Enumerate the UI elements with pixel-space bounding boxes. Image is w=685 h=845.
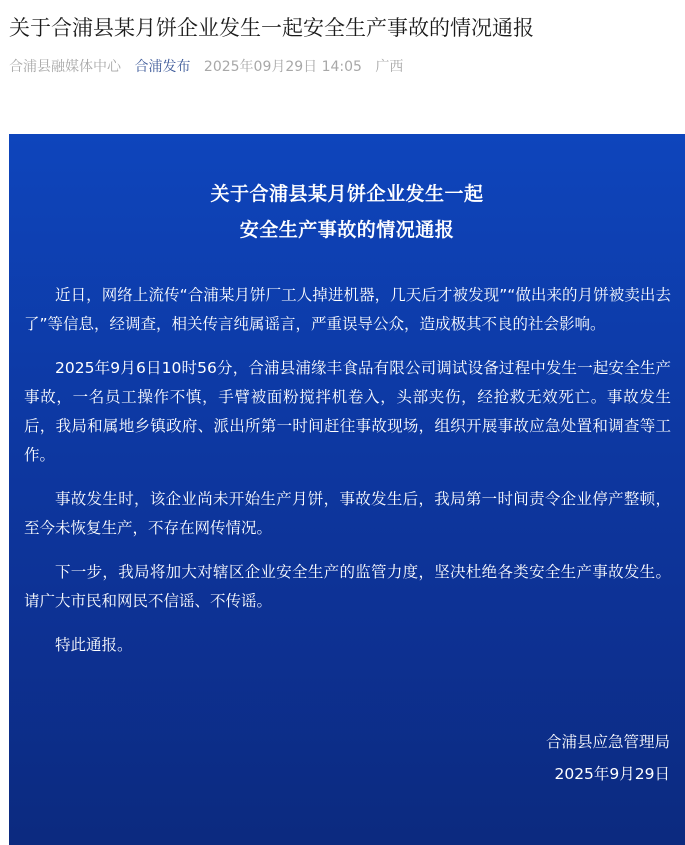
notice-paragraph: 下一步，我局将加大对辖区企业安全生产的监管力度，坚决杜绝各类安全生产事故发生。请广大市民和网民不信谣、不传谣。 — [24, 563, 671, 610]
notice-signature — [546, 726, 670, 790]
publish-datetime: 2025年09月29日 14:05 — [203, 59, 362, 75]
account-link[interactable]: 合浦发布 — [134, 59, 191, 75]
notice-title — [9, 176, 685, 248]
notice-image-panel — [9, 134, 685, 845]
signature-organization: 合浦县应急管理局 — [545, 733, 670, 751]
notice-title-line-1: 关于合浦县某月饼企业发生一起 — [210, 183, 484, 205]
article-title: 关于合浦县某月饼企业发生一起安全生产事故的情况通报 — [9, 16, 534, 40]
notice-paragraph: 事故发生时，该企业尚未开始生产月饼，事故发生后，我局第一时间责令企业停产整顿，至今未恢复生产，不存在网传情况。 — [24, 490, 671, 537]
region: 广西 — [375, 59, 404, 75]
notice-body — [24, 281, 671, 675]
notice-paragraph: 特此通报。 — [55, 636, 133, 654]
notice-paragraph: 2025年9月6日10时56分，合浦县浦缘丰食品有限公司调试设备过程中发生一起安全生产事故，一名员工操作不慎，手臂被面粉搅拌机卷入，头部夹伤，经抢救无效死亡。事故发生后，我局和属地乡镇政府、派出所第一时间赶往事故现场，组织开展事故应急处置和调查等工作。 — [24, 359, 671, 464]
source-name: 合浦县融媒体中心 — [9, 59, 121, 75]
notice-paragraph: 近日，网络上流传“合浦某月饼厂工人掉进机器，几天后才被发现”“做出来的月饼被卖出去了”等信息，经调查，相关传言纯属谣言，严重误导公众，造成极其不良的社会影响。 — [24, 286, 671, 333]
notice-title-line-2: 安全生产事故的情况通报 — [239, 219, 455, 241]
article-meta — [9, 57, 412, 77]
signature-date: 2025年9月29日 — [554, 765, 670, 783]
